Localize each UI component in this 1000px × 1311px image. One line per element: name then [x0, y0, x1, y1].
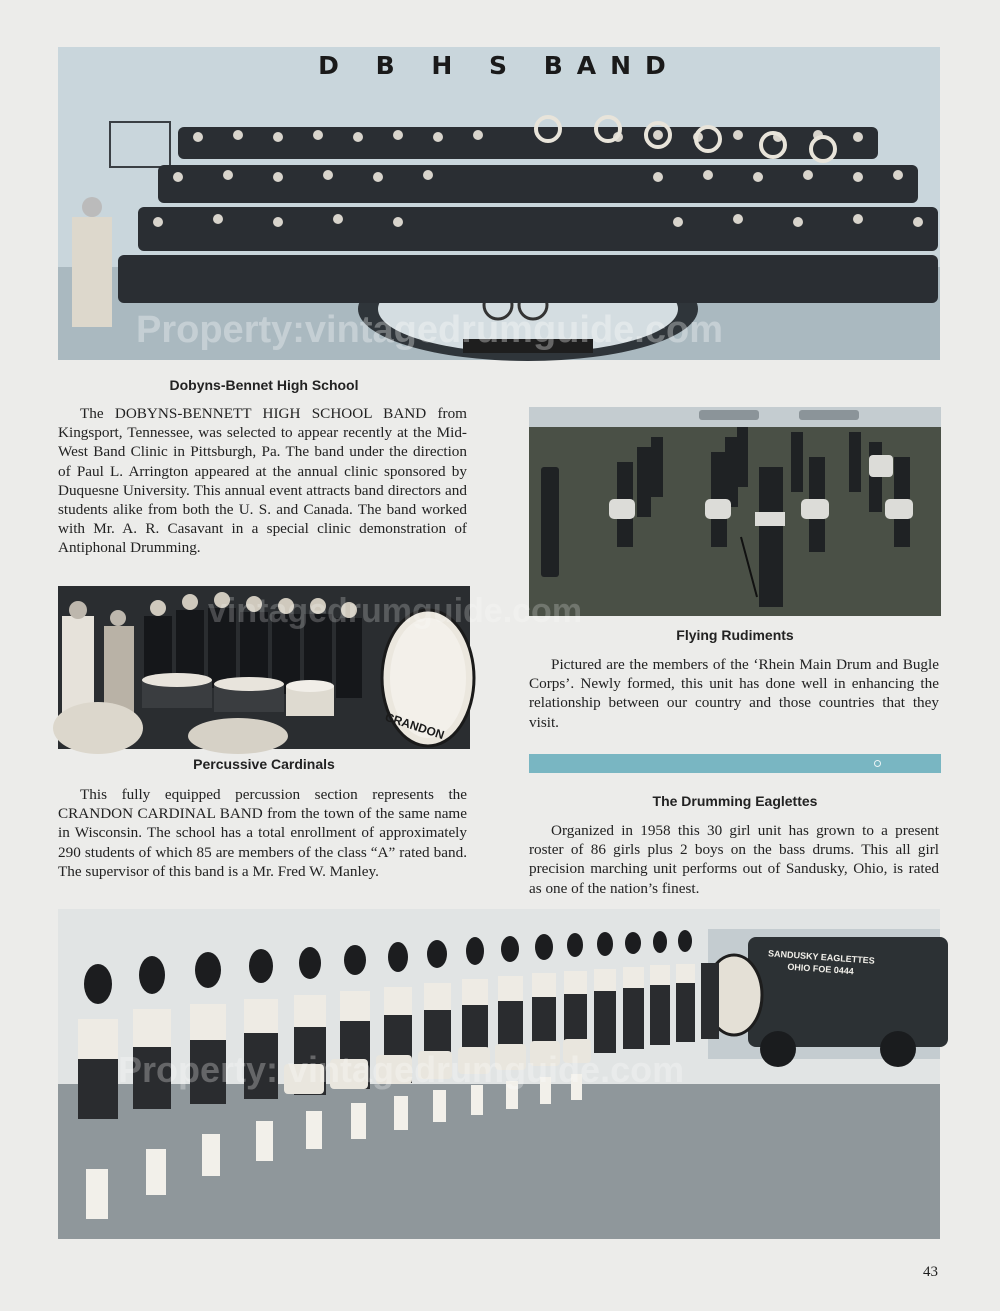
watermark-top: Property:vintagedrumguide.com	[136, 309, 723, 351]
caption-dobyns-bennet: Dobyns-Bennet High School	[169, 377, 359, 393]
section-divider-bar	[529, 754, 941, 773]
divider-dot	[874, 760, 881, 767]
caption-percussive-cardinals: Percussive Cardinals	[193, 756, 335, 772]
band-group-photo	[58, 47, 940, 360]
paragraph-drumming-eaglettes: Organized in 1958 this 30 girl unit has grown to a present roster of 86 girls plus 2 boys on the bass drums. This all girl precision marching unit performs out of Sandusky, Ohio, is rated as one of the nation’s finest.	[529, 822, 939, 897]
band-photo-title: D B H S BAND	[318, 51, 680, 80]
paragraph-percussive-cardinals: This fully equipped percussion section represents the CRANDON CARDINAL BAND from the town of the same name in Wisconsin. The school has a total enrollment of approximately 290 students of which 85 are members of the class “A” rated band. The supervisor of this band is a Mr. Fred W. Manley.	[58, 786, 467, 880]
page-number: 43	[923, 1264, 938, 1280]
van-sign-title: SANDUSKY EAGLETTES	[767, 948, 876, 966]
eaglettes-photo	[58, 909, 940, 1239]
cardinals-photo	[58, 586, 583, 749]
bass-drum-lettering: CRANDON	[383, 709, 447, 743]
caption-drumming-eaglettes: The Drumming Eaglettes	[652, 793, 818, 809]
caption-flying-rudiments: Flying Rudiments	[676, 627, 794, 643]
van-sign-subtitle: OHIO FOE 0444	[787, 961, 855, 977]
rudiments-photo	[529, 407, 941, 616]
watermark-middle: vintagedrumguide.com	[208, 592, 583, 630]
watermark-bottom: Property: vintagedrumguide.com	[118, 1049, 685, 1090]
band-photo-illustration	[58, 47, 940, 360]
paragraph-dobyns-bennet: The DOBYNS-BENNETT HIGH SCHOOL BAND from Kingsport, Tennessee, was selected to appear recently at the Mid-West Band Clinic in Pittsburgh, Pa. The band under the direction of Paul L. Arrington appeared at the annual clinic sponsored by Duquesne University. This annual event attracts band directors and students alike from both the U. S. and Canada. The band worked with Mr. A. R. Casavant in a special clinic demonstration of Antiphonal Drumming.	[58, 405, 467, 557]
paragraph-flying-rudiments: Pictured are the members of the ‘Rhein Main Drum and Bugle Corps’. Newly formed, this unit has done well in enhancing the relationship between our country and those countries that they visit.	[529, 656, 939, 731]
rudiments-photo-illustration	[529, 407, 941, 616]
